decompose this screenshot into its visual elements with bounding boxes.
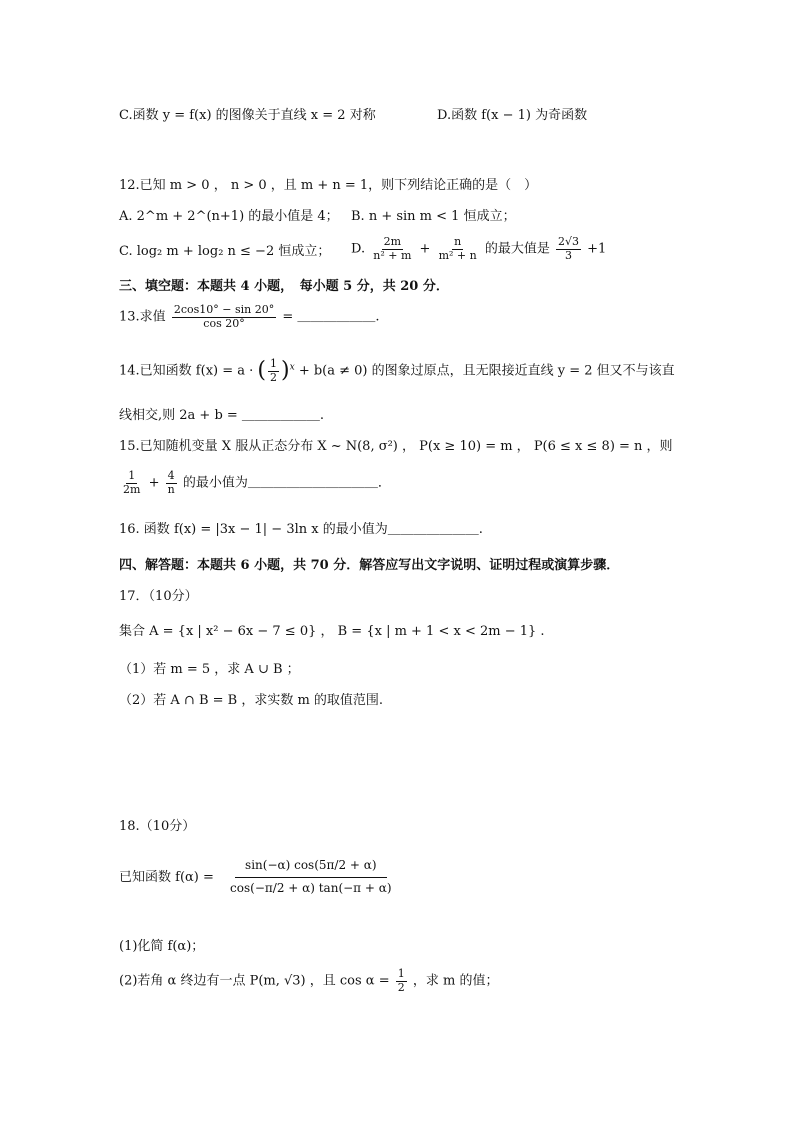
- q13-prefix: 13.求值: [119, 309, 166, 325]
- q15-plus: +: [148, 475, 160, 491]
- q12-d-f3-num: 2√3: [558, 235, 580, 248]
- q17-part-2: （2）若 A ∩ B = B ，求实数 m 的取值范围.: [119, 693, 384, 708]
- q18-p2-tail: ，求 m 的值；: [412, 973, 499, 989]
- q14-prefix: 14.已知函数 f(x) = a ·: [119, 363, 254, 379]
- section-4-heading: 四、解答题：本题共 6 小题，共 70 分．解答应写出文字说明、证明过程或演算步骤．: [119, 558, 620, 573]
- q12-option-d: D. $\frac{2m}{\text{n² + m}}$ + $\frac{n}{\text{m² + n}}$ 的最大值是 $\frac{2√3}{3}$ +1: [351, 235, 607, 262]
- q12-option-a: A. 2^m + 2^(n+1) 的最小值是 4；: [119, 209, 339, 224]
- q18-fraction: [220, 855, 401, 900]
- q12-option-c: C. log₂ m + log₂ n ≤ −2 恒成立；: [119, 244, 331, 259]
- q15-fraction-1: [121, 470, 142, 496]
- q13: [119, 304, 380, 330]
- q12-d-f3-den: 3: [565, 248, 572, 262]
- q18-p2-frac-num: 1: [397, 967, 405, 980]
- q12-d-f1-den: n² + m: [373, 248, 412, 262]
- q12-d-fraction-1: [371, 236, 413, 262]
- q15-fraction-2: [166, 470, 177, 496]
- q17-sets: 集合 A = {x | x² − 6x − 7 ≤ 0} ， B = {x | m + 1 < x < 2m − 1} .: [119, 624, 545, 639]
- q14-frac-num: 1: [270, 357, 278, 370]
- q12-d-prefix: D.: [351, 241, 366, 257]
- q18-prefix: 已知函数 f(α) =: [119, 869, 214, 885]
- q15-f1-den: 2m: [123, 482, 141, 496]
- q18-p2-fraction: [396, 968, 407, 994]
- q18-den: cos(−π/2 + α) tan(−π + α): [230, 880, 392, 895]
- q12-d-mid: 的最大值是: [484, 241, 550, 257]
- q14-exponent: x: [289, 362, 295, 373]
- q14-line-2: 线相交,则 2a + b = ＿＿＿＿＿＿.: [119, 408, 325, 423]
- q18-p2-frac-den: 2: [397, 980, 405, 994]
- q15-tail: 的最小值为＿＿＿＿＿＿＿＿＿＿．: [182, 475, 391, 491]
- q12-option-b: B. n + sin m < 1 恒成立；: [351, 209, 516, 224]
- q15-f1-num: 1: [128, 469, 136, 482]
- q18-num: sin(−α) cos(5π/2 + α): [235, 855, 387, 878]
- q14-mid: + b(a ≠ 0) 的图象过原点，且无限接近直线 y = 2 但又不与该直: [298, 363, 675, 379]
- q12-d-fraction-3: [556, 236, 581, 262]
- q14-line-1: 14.已知函数 f(x) = a · ( $\frac{1}{2}$ )$^x$ + b(a ≠ 0) 的图象过原点，且无限接近直线 y = 2 但又不与该直: [119, 357, 675, 384]
- q15-line-1: 15.已知随机变量 X 服从正态分布 X ~ N(8, σ²) ， P(x ≥ 10) = m ， P(6 ≤ x ≤ 8) = n ，则: [119, 439, 673, 454]
- q13-num: 2cos10° − sin 20°: [173, 303, 275, 316]
- q12-d-f2-den: m² + n: [438, 248, 477, 262]
- q12-stem: 12.已知 m > 0 ， n > 0 ，且 m + n = 1，则下列结论正确的是（ ）: [119, 178, 538, 193]
- q15-line-2: [119, 470, 391, 496]
- q18-part-1: (1)化简 f(α)；: [119, 939, 205, 954]
- q18-p2-prefix: (2)若角 α 终边有一点 P(m, √3) ，且 cos α =: [119, 973, 390, 989]
- q15-f2-den: n: [167, 482, 175, 496]
- q17-part-1: （1）若 m = 5 ，求 A ∪ B ；: [119, 662, 300, 677]
- q12-d-fraction-2: [437, 236, 479, 262]
- section-3-heading: 三、填空题：本题共 4 小题， 每小题 5 分，共 20 分．: [119, 279, 449, 294]
- q18-part-2: [119, 968, 498, 994]
- q18-function: [119, 855, 404, 900]
- q11-option-c: C.函数 y = f(x) 的图像关于直线 x = 2 对称: [119, 108, 376, 123]
- q13-fraction: [172, 304, 276, 330]
- q16: 16. 函数 f(x) = |3x − 1| − 3ln x 的最小值为＿＿＿＿＿＿＿.: [119, 522, 483, 537]
- q13-den: cos 20°: [203, 316, 245, 330]
- q17-heading: 17．（10分）: [119, 589, 198, 604]
- q13-tail: = ＿＿＿＿＿＿.: [282, 309, 380, 325]
- q18-heading: 18.（10分）: [119, 819, 196, 834]
- q14-frac-den: 2: [270, 370, 278, 384]
- q12-d-f2-num: n: [454, 235, 462, 248]
- q14-fraction: [268, 358, 279, 384]
- q12-d-f1-num: 2m: [383, 235, 402, 248]
- q15-f2-num: 4: [167, 469, 175, 482]
- q11-option-d: D.函数 f(x − 1) 为奇函数: [437, 108, 588, 123]
- q12-d-tail: +1: [587, 241, 607, 257]
